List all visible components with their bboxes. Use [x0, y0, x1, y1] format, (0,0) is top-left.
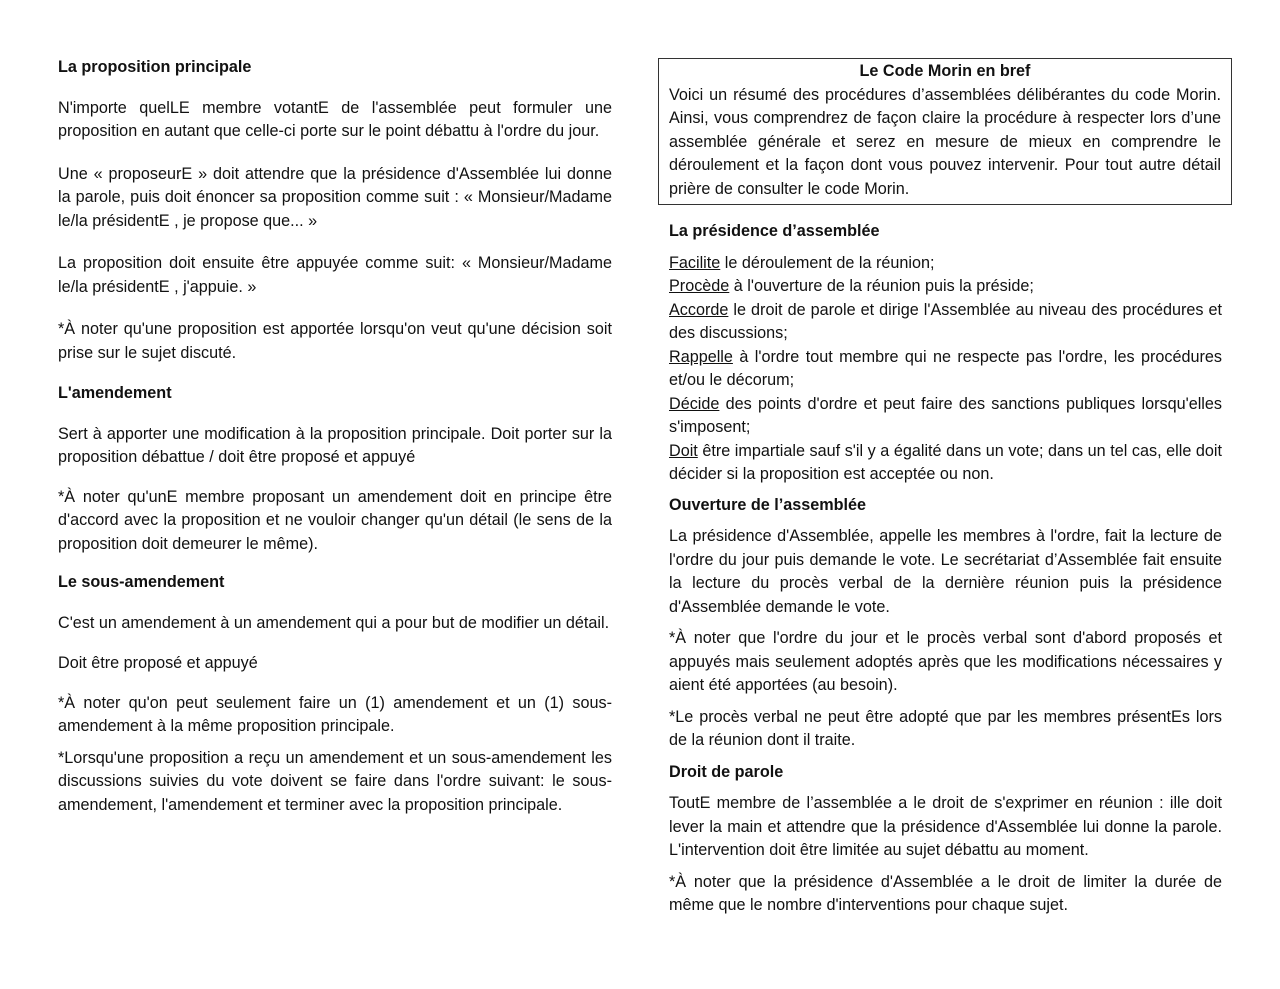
main-proposal-heading: La proposition principale: [58, 58, 252, 76]
sub-amendment-paragraph-1: C'est un amendement à un amendement qui a pour but de modifier un détail.: [58, 613, 610, 632]
duty-item: [669, 440, 1222, 487]
duty-text: le droit de parole et dirige l'Assemblée au niveau des procédures et des discussions;: [669, 300, 1222, 342]
main-proposal-note: *À noter qu'une proposition est apportée lorsqu'on veut qu'une décision soit prise sur le sujet discuté.: [58, 320, 612, 362]
duty-text: des points d'ordre et peut faire des sanctions publiques lorsqu'elles s'imposent;: [669, 394, 1222, 436]
duty-verb: Facilite: [669, 253, 721, 272]
duty-verb: Décide: [669, 394, 720, 413]
speaking-note: *À noter que la présidence d'Assemblée a le droit de limiter la durée de même que le nombre d'interventions pour chaque sujet.: [669, 872, 1222, 914]
summary-box: [658, 58, 1232, 205]
presidency-duties-list: [669, 252, 1222, 487]
sub-amendment-paragraph-2: Doit être proposé et appuyé: [58, 654, 258, 672]
main-proposal-paragraph-2: Une « proposeurE » doit attendre que la présidence d'Assemblée lui donne la parole, puis doit énoncer sa proposition comme suit : « Monsieur/Madame le/la présidentE , je propose que... »: [58, 164, 612, 230]
sub-amendment-note-1: *À noter qu'on peut seulement faire un (1) amendement et un (1) sous-amendement à la même proposition principale.: [58, 693, 612, 735]
sub-amendment-heading: Le sous-amendement: [58, 573, 225, 591]
presidency-heading: La présidence d’assemblée: [669, 222, 880, 240]
main-proposal-paragraph-3: La proposition doit ensuite être appuyée comme suit: « Monsieur/Madame le/la présidentE , j'appuie. »: [58, 254, 612, 296]
opening-note-1: *À noter que l'ordre du jour et le procès verbal sont d'abord proposés et appuyés mais seulement adoptés après que les modifications nécessaires y aient été apportées (au besoin).: [669, 629, 1222, 694]
opening-paragraph-1: La présidence d'Assemblée, appelle les membres à l'ordre, fait la lecture de l'ordre du jour puis demande le vote. Le secrétariat d’Assemblée fait ensuite la lecture du procès verbal de la dernière réunion puis la présidence d'Assemblée demande le vote.: [669, 527, 1222, 616]
duty-text: à l'ordre tout membre qui ne respecte pas l'ordre, les procédures et/ou le décorum;: [669, 347, 1222, 389]
duty-verb: Procède: [669, 277, 730, 295]
amendment-paragraph-1: Sert à apporter une modification à la proposition principale. Doit porter sur la proposition débattue / doit être proposé et appuyé: [58, 424, 612, 466]
duty-text: le déroulement de la réunion;: [720, 253, 935, 272]
opening-heading: Ouverture de l’assemblée: [669, 495, 867, 514]
main-proposal-paragraph-1: N'importe quelLE membre votantE de l'assemblée peut formuler une proposition en autant que celle-ci porte sur le point débattu à l'ordre du jour.: [58, 98, 612, 140]
duty-item: [669, 252, 1222, 276]
sub-amendment-note-2: *Lorsqu'une proposition a reçu un amendement et un sous-amendement les discussions suivies du vote doivent se faire dans l'ordre suivant: le sous-amendement, l'amendement et terminer avec la proposition principale.: [58, 748, 612, 814]
right-column: [658, 58, 1232, 918]
duty-verb: Rappelle: [669, 347, 733, 366]
duty-item: [669, 299, 1222, 346]
duty-item: [669, 393, 1222, 440]
opening-note-2: *Le procès verbal ne peut être adopté que par les membres présentEs lors de la réunion dont il traite.: [669, 707, 1222, 749]
duty-verb: Accorde: [669, 300, 729, 319]
duty-text: à l'ouverture de la réunion puis la préside;: [729, 277, 1034, 295]
duty-item: [669, 346, 1222, 393]
duty-item: [669, 275, 1222, 299]
amendment-note: *À noter qu'unE membre proposant un amendement doit en principe être d'accord avec la proposition et ne vouloir changer qu'un détail (le sens de la proposition doit demeurer le même).: [58, 487, 612, 553]
amendment-heading: L'amendement: [58, 384, 172, 402]
right-column-content: [658, 220, 1232, 918]
duty-verb: Doit: [669, 441, 698, 460]
summary-body: Voici un résumé des procédures d’assemblées délibérantes du code Morin. Ainsi, vous comprendrez de façon claire la procédure à respecter lors d’une assemblée générale et serez en mesure de mieux en comprendre le déroulement et la façon dont vous pouvez intervenir. Pour tout autre détail prière de consulter le code Morin.: [669, 85, 1221, 198]
left-column: [58, 56, 612, 817]
speaking-heading: Droit de parole: [669, 762, 784, 781]
speaking-paragraph-1: ToutE membre de l’assemblée a le droit de s'exprimer en réunion : ille doit lever la main et attendre que la présidence d'Assemblée lui donne la parole. L'intervention doit être limitée au sujet débattu au moment.: [669, 794, 1222, 859]
duty-text: être impartiale sauf s'il y a égalité dans un vote; dans un tel cas, elle doit décider si la proposition est acceptée ou non.: [669, 441, 1222, 483]
summary-title: Le Code Morin en bref: [859, 62, 1031, 80]
